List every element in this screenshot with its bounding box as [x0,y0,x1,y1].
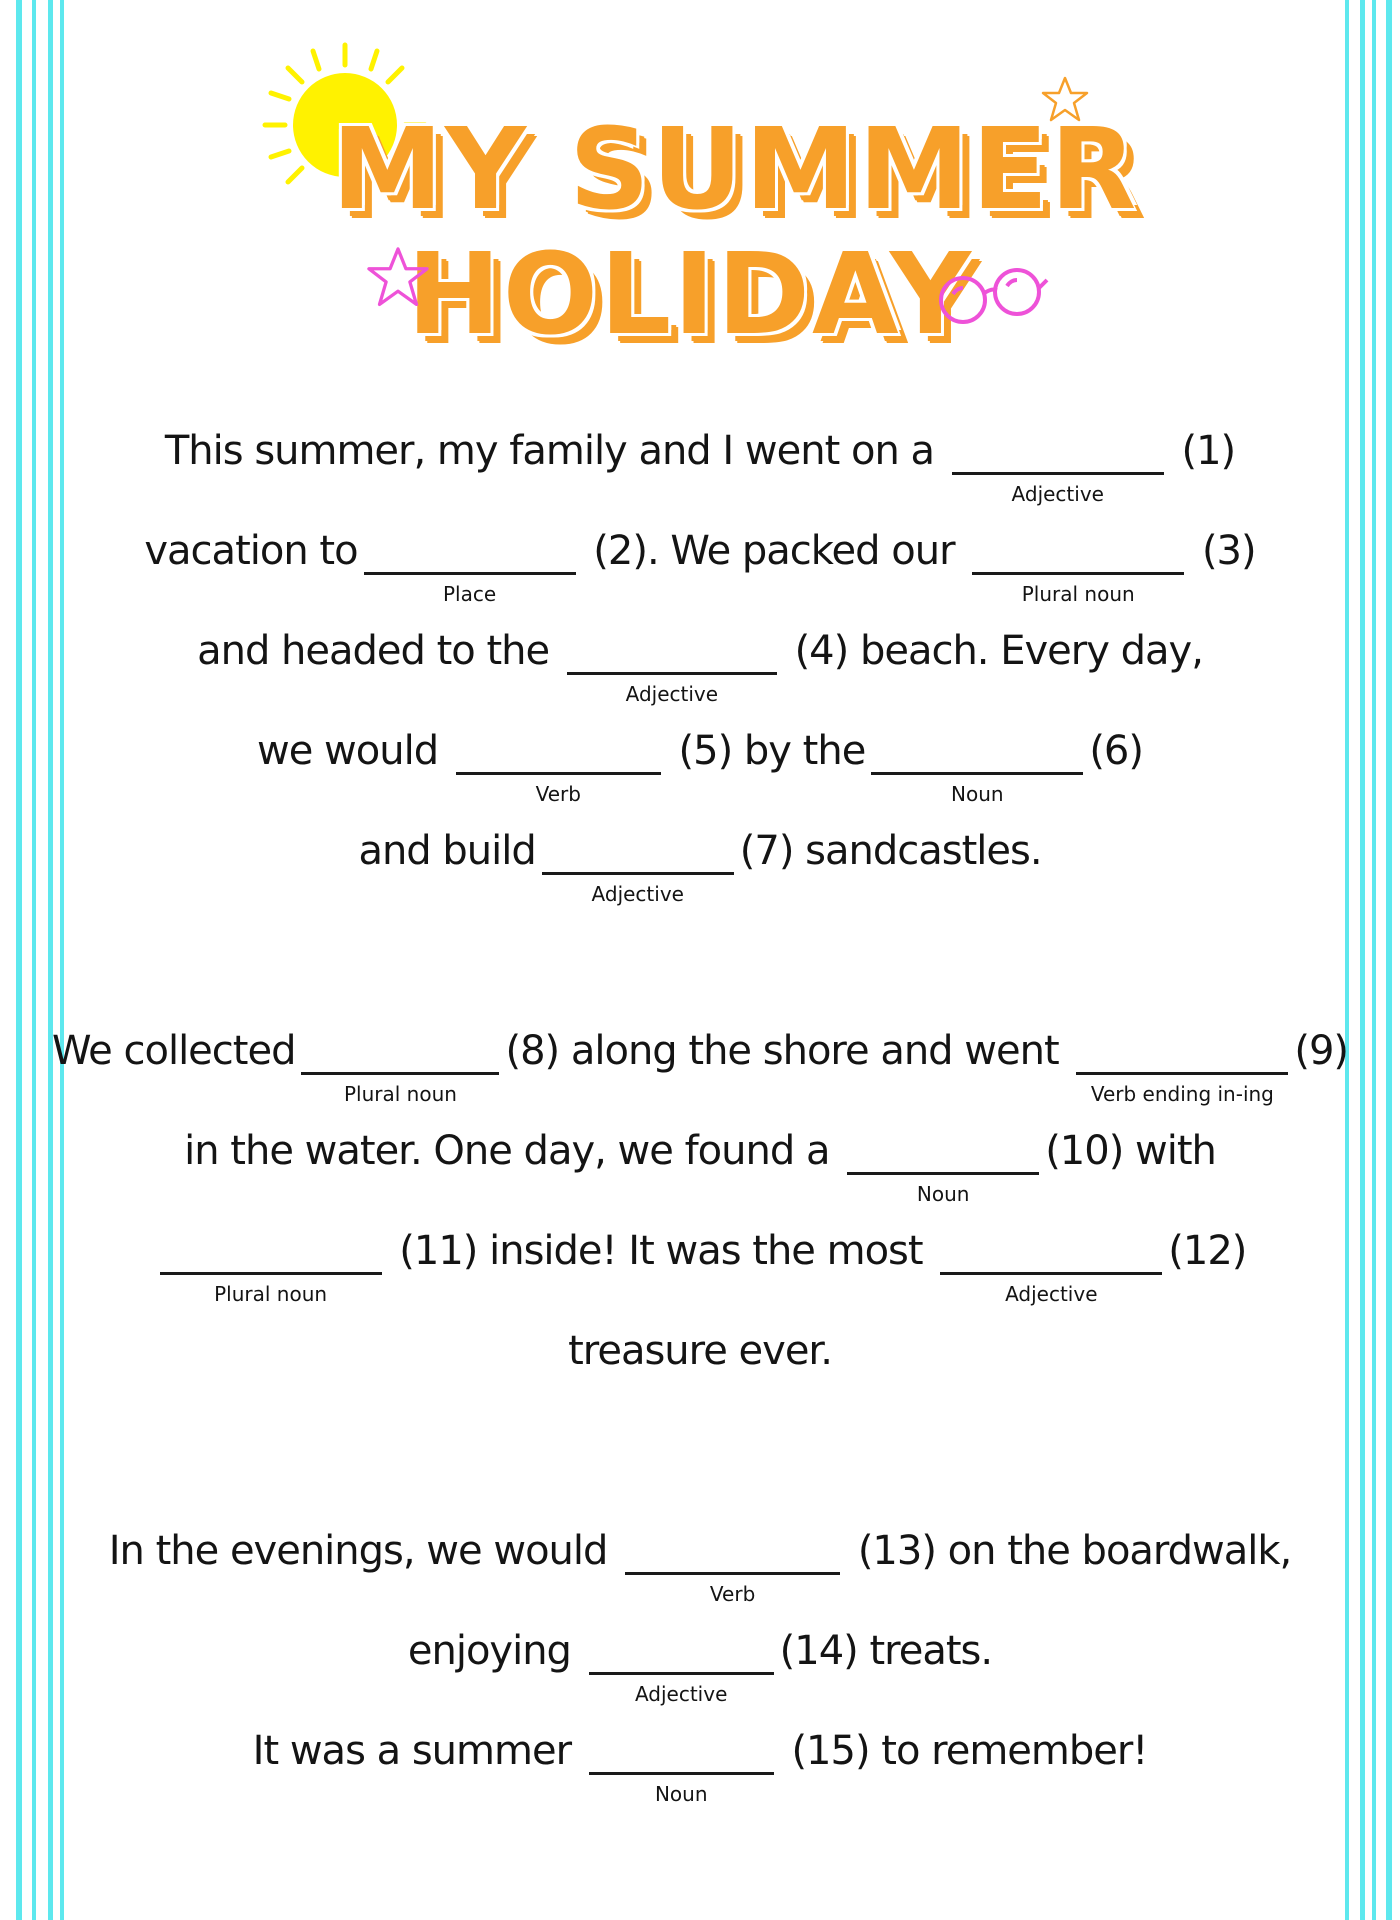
fill-in-blank[interactable] [542,832,734,906]
story-text-segment: (9) [1294,1028,1349,1074]
story-text-segment: (1) [1169,428,1236,474]
fill-in-blank[interactable] [567,632,777,706]
story-text-segment: treasure ever. [568,1328,832,1374]
fill-in-blank[interactable] [972,532,1184,606]
word-type-hint: Verb [535,782,581,806]
story-text-segment: (4) beach. Every day, [782,628,1203,674]
story-text-segment: in the water. One day, we found a [184,1128,842,1174]
story-text-segment: (2). We packed our [581,528,967,574]
story-line [0,1115,1400,1206]
word-type-hint: Adjective [634,1682,728,1706]
title-line-1: MY SUMMER [331,105,1139,235]
fill-in-blank[interactable] [1076,1032,1288,1106]
story-line [0,1215,1400,1306]
story-line [0,1515,1400,1606]
fill-in-blank[interactable] [364,532,576,606]
word-type-hint: Noun [951,782,1004,806]
fill-in-blank[interactable] [456,732,661,806]
fill-in-blank[interactable] [952,432,1164,506]
starfish-icon [1040,75,1090,125]
story-text-segment: (7) sandcastles. [739,828,1042,874]
word-type-hint: Place [442,582,497,606]
story-line [0,1615,1400,1706]
story-text-segment: (11) inside! It was the most [387,1228,935,1274]
story-line [0,515,1400,606]
fill-in-blank[interactable] [940,1232,1162,1306]
story-text-segment: (8) along the shore and went [505,1028,1071,1074]
fill-in-blank[interactable] [625,1532,840,1606]
story-text-segment: (5) by the [666,728,866,774]
word-type-hint: Verb ending in-ing [1090,1082,1274,1106]
word-type-hint: Noun [916,1182,970,1206]
story-line [0,1015,1400,1106]
fill-in-blank[interactable] [847,1132,1039,1206]
story-line [0,815,1400,906]
word-type-hint: Noun [654,1782,708,1806]
word-type-hint: Verb [709,1582,756,1606]
word-type-hint: Plural noun [343,1082,457,1106]
story-text-segment: (12) [1168,1228,1247,1274]
word-type-hint: Adjective [1011,482,1104,506]
story-text-segment: We collected [51,1028,296,1074]
title-line-2: HOLIDAY [406,230,973,360]
sunglasses-icon [935,260,1050,330]
story-text-segment: and build [358,828,536,874]
fill-in-blank[interactable] [589,1632,774,1706]
story-text-segment: (13) on the boardwalk, [846,1528,1292,1574]
story-text-segment: enjoying [407,1628,583,1674]
title-area [0,50,1400,360]
fill-in-blank[interactable] [871,732,1083,806]
story-text-segment: In the evenings, we would [108,1528,620,1574]
fill-in-blank[interactable] [160,1232,382,1306]
starfish-icon [365,245,431,311]
word-type-hint: Adjective [1005,1282,1098,1306]
story-text-segment: It was a summer [252,1728,583,1774]
fill-in-blank[interactable] [589,1732,774,1806]
story-text-segment: (10) with [1045,1128,1216,1174]
story-line [0,415,1400,506]
story-line [0,715,1400,806]
story-text-segment: vacation to [144,528,358,574]
story-line [0,615,1400,706]
story-text-segment: This summer, my family and I went on a [164,428,946,474]
story-line [0,1715,1400,1806]
story-text-segment: (15) to remember! [779,1728,1148,1774]
story-text-segment: (14) treats. [779,1628,993,1674]
story-text-segment: (3) [1190,528,1256,574]
story-text-segment: we would [257,728,450,774]
fill-in-blank[interactable] [301,1032,499,1106]
story-line [0,1315,1400,1375]
word-type-hint: Adjective [625,682,719,706]
story-text-segment: and headed to the [197,628,561,674]
word-type-hint: Adjective [591,882,684,906]
word-type-hint: Plural noun [1021,582,1135,606]
story-text-segment: (6) [1089,728,1143,774]
word-type-hint: Plural noun [214,1282,328,1306]
